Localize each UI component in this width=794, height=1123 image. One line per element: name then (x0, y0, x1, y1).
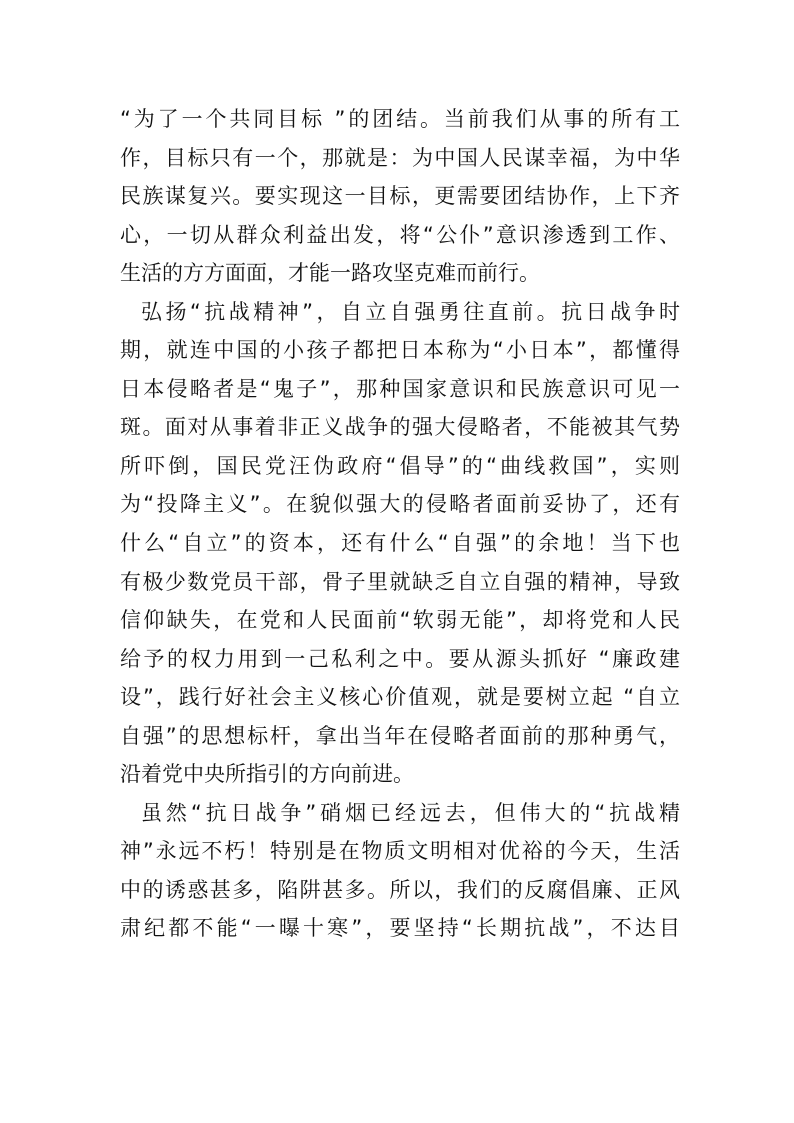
text-line: 什么“自立”的资本，还有什么“自强”的余地！当下也 (120, 531, 680, 556)
text-line: 信仰缺失，在党和人民面前“软弱无能”，却将党和人民 (120, 608, 680, 633)
text-line: 有极少数党员干部，骨子里就缺乏自立自强的精神，导致 (120, 569, 680, 594)
text-line: 弘扬“抗战精神”，自立自强勇往直前。抗日战争时 (141, 299, 680, 324)
text-line: 斑。面对从事着非正义战争的强大侵略者，不能被其气势 (120, 415, 680, 440)
text-line: 肃纪都不能“一曝十寒”，要坚持“长期抗战”，不达目 (120, 916, 680, 941)
text-line: 给予的权力用到一己私利之中。要从源头抓好 “廉政建 (120, 646, 680, 671)
text-line: 自强”的思想标杆，拿出当年在侵略者面前的那种勇气， (120, 723, 680, 748)
text-line: 神”永远不朽！特别是在物质文明相对优裕的今天，生活 (120, 839, 680, 864)
body-text (120, 100, 680, 948)
text-line: 沿着党中央所指引的方向前进。 (120, 762, 414, 787)
text-line: 日本侵略者是“鬼子”，那种国家意识和民族意识可见一 (120, 376, 680, 401)
text-line: 期，就连中国的小孩子都把日本称为“小日本”，都懂得 (120, 338, 680, 363)
text-line: 为“投降主义”。在貌似强大的侵略者面前妥协了，还有 (120, 492, 680, 517)
text-line: “为了一个共同目标 ”的团结。当前我们从事的所有工 (120, 107, 680, 131)
text-line: 虽然“抗日战争”硝烟已经远去，但伟大的“抗战精 (141, 800, 680, 825)
text-line: 设”，践行好社会主义核心价值观，就是要树立起 “自立 (120, 685, 680, 710)
text-line: 生活的方方面面，才能一路攻坚克难而前行。 (120, 261, 540, 286)
text-line: 所吓倒，国民党汪伪政府“倡导”的“曲线救国”，实则 (120, 453, 680, 478)
text-line: 心，一切从群众利益出发，将“公仆”意识渗透到工作、 (120, 222, 680, 247)
text-line: 中的诱惑甚多，陷阱甚多。所以，我们的反腐倡廉、正风 (120, 877, 680, 902)
text-line: 作，目标只有一个，那就是：为中国人民谋幸福，为中华 (120, 145, 680, 170)
text-line: 民族谋复兴。要实现这一目标，更需要团结协作，上下齐 (120, 184, 680, 209)
